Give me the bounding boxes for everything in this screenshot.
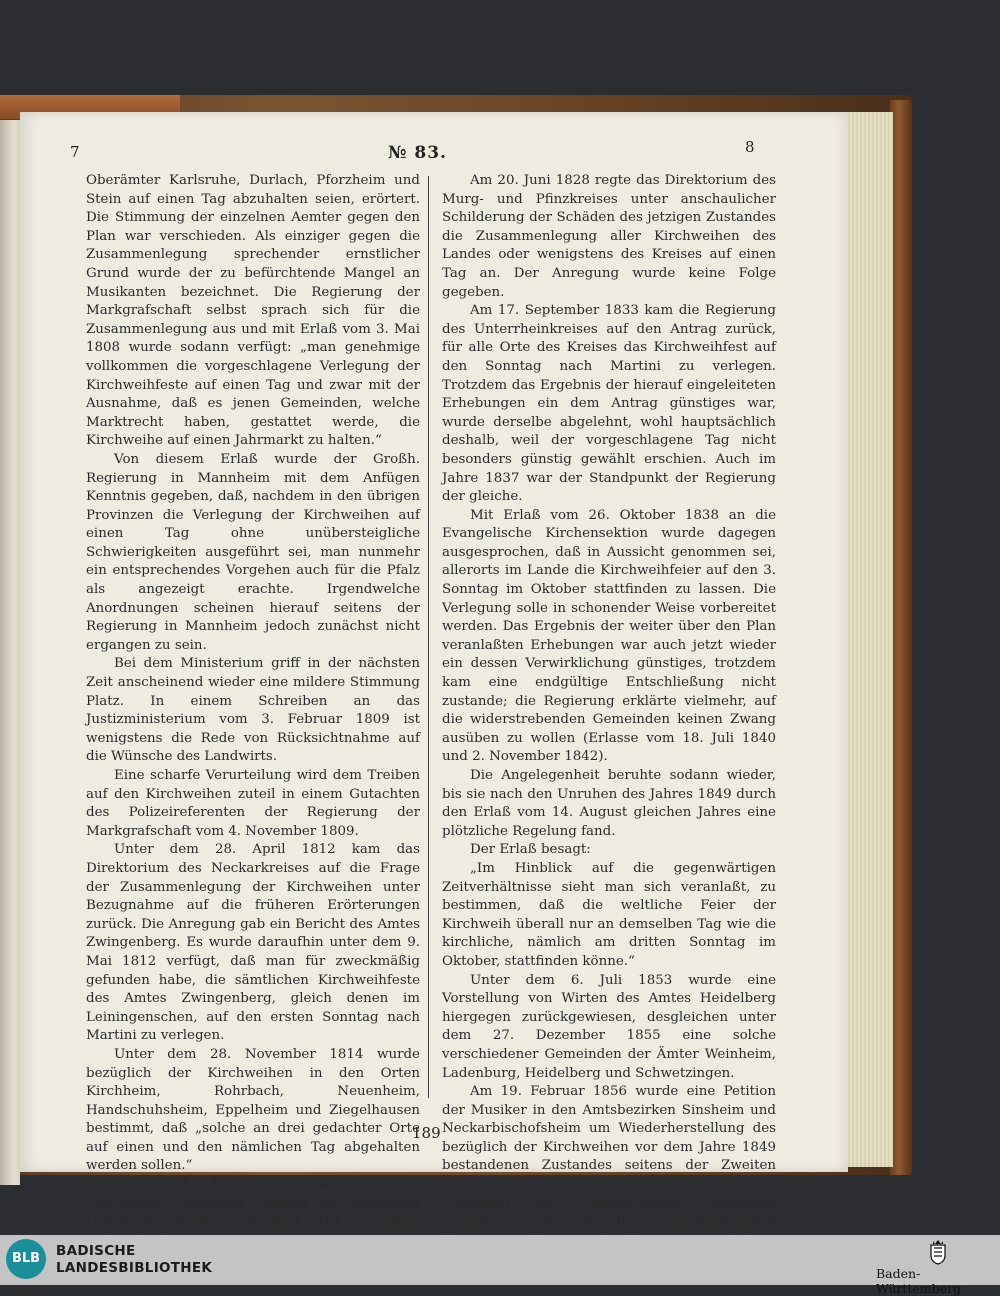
- paragraph: Von diesem Erlaß wurde der Großh. Regierung in Mannheim mit dem Anfügen Kenntnis gegeben, daß, nachdem in den übrigen Provinzen die Verlegung der Kirchweihen auf einen Tag ohne unübersteigliche Schwierigkeiten ausgeführt sei, man nunmehr ein entsprechendes Vorgehen auch für die Pfalz als angezeigt erachte. Irgendwelche Anordnungen scheinen hierauf seitens der Regierung in Mannheim jedoch zunächst nicht ergangen zu sein.: [86, 451, 420, 653]
- blb-logo[interactable]: BLB: [6, 1239, 46, 1279]
- page-edges: [846, 112, 893, 1167]
- paragraph: Unter dem 6. Juli 1853 wurde eine Vorstellung von Wirten des Amtes Heidelberg hiergegen zurückgewiesen, desgleichen unter dem 27. Dezember 1855 eine solche verschiedener Gemeinden der Ämter Weinheim, Ladenburg, Heidelberg und Schwetzingen.: [442, 972, 776, 1081]
- paragraph: Am 17. September 1833 kam die Regierung des Unterrheinkreises auf den Antrag zurück, für alle Orte des Kreises das Kirchweihfest auf den Sonntag nach Martini zu verlegen. Trotzdem das Ergebnis der hierauf eingeleiteten Erhebungen ein dem Antrag günstiges war, wurde derselbe abgelehnt, wohl hauptsächlich deshalb, weil der vorgeschlagene Tag nicht besonders günstig gewählt erschien. Auch im Jahre 1837 war der Standpunkt der Regierung der gleiche.: [442, 303, 776, 505]
- paragraph: Eine auf Abänderung der letzteren Anordnung abzielende Eingabe der beteiligten Gemeinden wurde am 6. April 1819 abschlägig: [86, 1177, 420, 1230]
- page-footer-number: 189: [412, 1124, 441, 1142]
- right-text-column: [442, 172, 776, 1269]
- column-divider: [428, 176, 429, 1098]
- paragraph: Der Erlaß besagt:: [470, 842, 591, 858]
- left-page-number: 7: [70, 143, 80, 161]
- paragraph: Bei dem Ministerium griff in der nächsten Zeit anscheinend wieder eine mildere Stimmung Platz. In einem Schreiben an das Justizministerium vom 3. Februar 1809 ist wenigstens die Rede von Rücksichtnahme auf die Wünsche des Landwirts.: [86, 656, 420, 765]
- paragraph: Am 19. Februar 1856 wurde eine Petition der Musiker in den Amtsbezirken Sinsheim und Neckarbischofsheim um Wiederherstellung des bezüglich der Kirchweihen vor dem Jahre 1849 bestandenen Zustandes seitens der Zweiten Kammer der Landstände entgegen dem auf Übergang zur Tagesordnung lautenden Kommissionsantrag der Regierung empfehlend: [442, 1084, 776, 1230]
- paragraph: Am 20. Juni 1828 regte das Direktorium des Murg- und Pfinzkreises unter anschaulicher Schilderung der Schäden des jetzigen Zustandes die Zusammenlegung aller Kirchweihen des Landes oder wenigstens des Kreises auf einen Tag an. Der Anregung wurde keine Folge gegeben.: [442, 173, 776, 300]
- paragraph: Oberämter Karlsruhe, Durlach, Pforzheim und Stein auf einen Tag abzuhalten seien, erörtert. Die Stimmung der einzelnen Aemter gegen den Plan war verschieden. Als einziger gegen die Zusammenlegung sprechender ernstlicher Grund wurde der zu befürchtende Mangel an Musikanten bezeichnet. Die Regierung der Markgrafschaft selbst sprach sich für die Zusammenlegung aus und mit Erlaß vom 3. Mai 1808 wurde sodann verfügt: „man genehmige vollkommen die vorgeschlagene Verlegung der Kirchweihfeste auf einen Tag und zwar mit der Ausnahme, daß es jenen Gemeinden, welche Marktrecht haben, gestattet werde, die Kirchweihe auf einen Jahrmarkt zu halten.“: [86, 173, 420, 449]
- paragraph: Unter dem 28. April 1812 kam das Direktorium des Neckarkreises auf die Frage der Zusammenlegung der Kirchweihen unter Bezugnahme auf die früheren Erörterungen zurück. Die Anregung gab ein Bericht des Amtes Zwingenberg. Es wurde daraufhin unter dem 9. Mai 1812 verfügt, daß man für zweckmäßig gefunden habe, die sämtlichen Kirchweihfeste des Amtes Zwingenberg, gleich denen im Leiningenschen, auf den ersten Sonntag nach Martini zu verlegen.: [86, 842, 420, 1044]
- paragraph: Eine scharfe Verurteilung wird dem Treiben auf den Kirchweihen zuteil in einem Gutachten des Polizeireferenten der Regierung der Markgrafschaft vom 4. November 1809.: [86, 768, 420, 839]
- left-page-edge: [0, 120, 20, 1185]
- footer-bar: [0, 1235, 1000, 1296]
- library-name-line1: BADISCHE: [56, 1243, 136, 1259]
- paragraph: Mit Erlaß vom 26. Oktober 1838 an die Evangelische Kirchensektion wurde dagegen ausgesprochen, daß in Aussicht genommen sei, allerorts im Lande die Kirchweihfeier auf den 3. Sonntag im Oktober stattfinden zu lassen. Die Verlegung solle in schonender Weise vorbereitet werden. Das Ergebnis der weiter über den Plan veranlaßten Erhebungen war auch jetzt wieder ein dessen Verwirklichung günstiges, trotzdem kam eine endgültige Entschließung nicht zustande; die Regierung erklärte vielmehr, auf die widerstrebenden Gemeinden keinen Zwang ausüben zu wollen (Erlasse vom 18. Juli 1840 und 2. November 1842).: [442, 507, 776, 765]
- left-text-column: [86, 172, 420, 1250]
- issue-heading: № 83.: [388, 143, 447, 163]
- paragraph: Unter dem 28. November 1814 wurde bezüglich der Kirchweihen in den Orten Kirchheim, Rohrbach, Neuenheim, Handschuhsheim, Eppelheim und Ziegelhausen bestimmt, daß „solche an drei gedachter Orte auf einen und den nämlichen Tag abgehalten werden sollen.“: [86, 1046, 420, 1174]
- library-name-line2: LANDESBIBLIOTHEK: [56, 1260, 213, 1276]
- paragraph: Die Angelegenheit beruhte sodann wieder, bis sie nach den Unruhen des Jahres 1849 durch den Erlaß vom 14. August gleichen Jahres eine plötzliche Regelung fand.: [442, 768, 776, 839]
- coat-of-arms-icon: [928, 1239, 948, 1265]
- state-name[interactable]: Baden-Württemberg: [876, 1266, 962, 1296]
- paragraph: „Im Hinblick auf die gegenwärtigen Zeitverhältnisse sieht man sich veranlaßt, zu bestimmen, daß die weltliche Feier der Kirchweih überall nur an demselben Tag wie die kirchliche, nämlich am dritten Sonntag im Oktober, stattfinden könne.“: [442, 860, 776, 969]
- right-page-number: 8: [745, 138, 755, 156]
- library-name[interactable]: [56, 1243, 212, 1277]
- book-cover-right: [890, 100, 912, 1175]
